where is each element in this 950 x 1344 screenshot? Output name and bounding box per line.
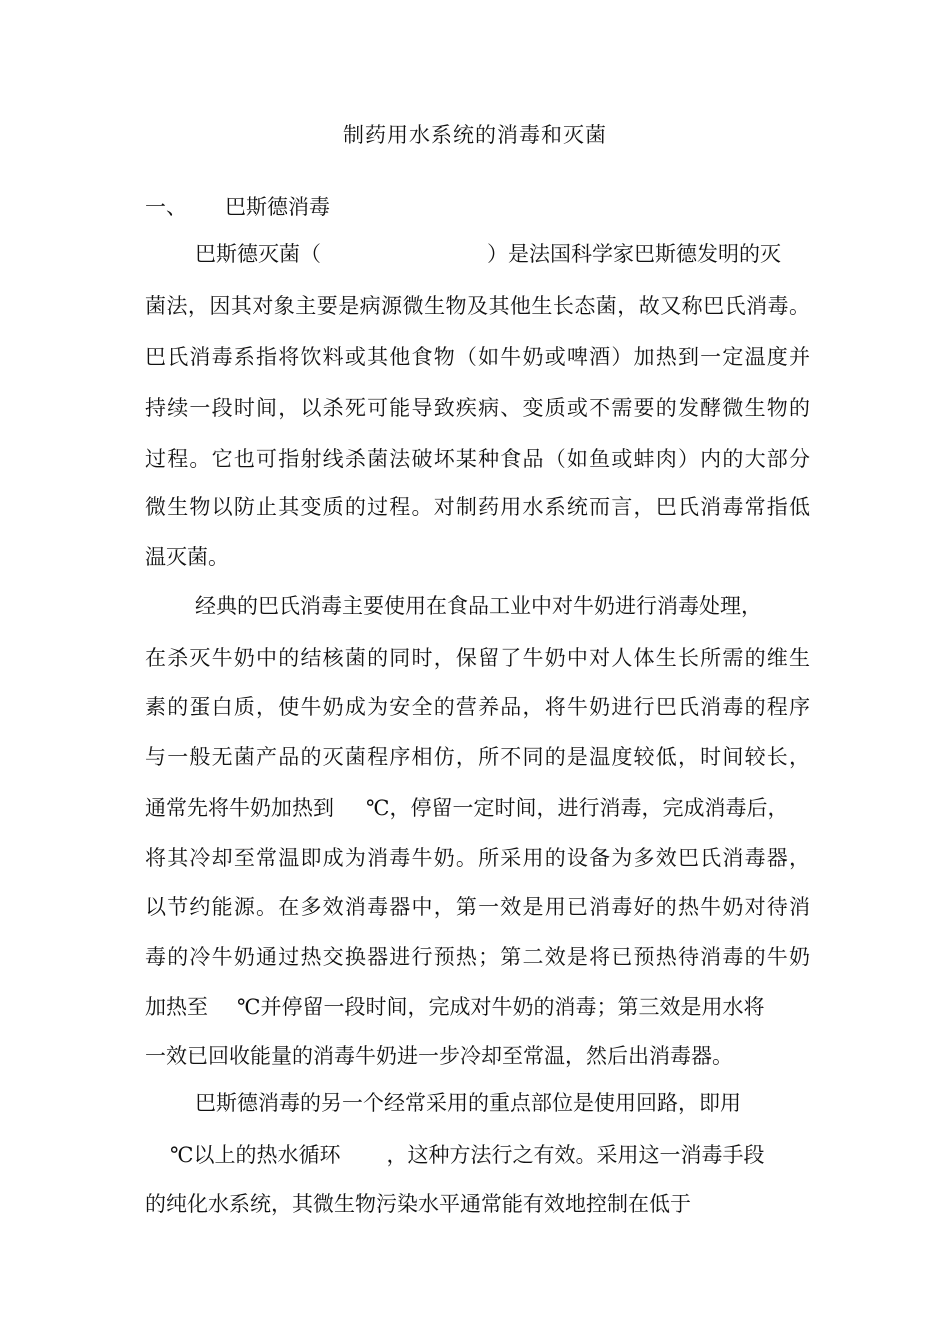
text-segment: ，这种方法行之有效。采用这一消毒手段 [386,1143,765,1167]
paragraph-line: 巴斯德消毒的另一个经常采用的重点部位是使用回路，即用 [195,1091,741,1115]
paragraph-line [170,1141,810,1169]
text-segment: 巴斯德灭菌（ [195,242,321,266]
text-segment: 通常先将牛奶加热到 [145,796,334,820]
section-heading [145,193,330,221]
paragraph-line: 将其冷却至常温即成为消毒牛奶。所采用的设备为多效巴氏消毒器， [145,846,810,870]
text-segment: ℃以上的热水循环 [170,1143,341,1167]
paragraph-line: 巴氏消毒系指将饮料或其他食物（如牛奶或啤酒）加热到一定温度并 [145,345,810,369]
paragraph-line: 素的蛋白质，使牛奶成为安全的营养品，将牛奶进行巴氏消毒的程序 [145,695,810,719]
text-segment: 加热至 [145,995,208,1019]
paragraph-line: 毒的冷牛奶通过热交换器进行预热；第二效是将已预热待消毒的牛奶 [145,945,810,969]
paragraph-line: 经典的巴氏消毒主要使用在食品工业中对牛奶进行消毒处理， [195,594,762,618]
paragraph-line: 持续一段时间，以杀死可能导致疾病、变质或不需要的发酵微生物的 [145,396,810,420]
paragraph-line [145,993,810,1021]
paragraph-line: 过程。它也可指射线杀菌法破坏某种食品（如鱼或蚌肉）内的大部分 [145,447,810,471]
text-segment: ℃并停留一段时间，完成对牛奶的消毒；第三效是用水将 [237,995,765,1019]
paragraph-line: 一效已回收能量的消毒牛奶进一步冷却至常温，然后出消毒器。 [145,1044,733,1068]
paragraph-line [145,794,810,822]
paragraph-line: 以节约能源。在多效消毒器中，第一效是用已消毒好的热牛奶对待消 [145,895,810,919]
page-title: 制药用水系统的消毒和灭菌 [343,123,607,147]
section-number: 一、 [145,195,187,219]
paragraph-line: 在杀灭牛奶中的结核菌的同时，保留了牛奶中对人体生长所需的维生 [145,646,810,670]
paragraph-line [195,240,810,268]
paragraph-line: 菌法，因其对象主要是病源微生物及其他生长态菌，故又称巴氏消毒。 [145,294,810,318]
section-title: 巴斯德消毒 [225,195,330,219]
paragraph-line: 温灭菌。 [145,545,229,569]
paragraph-line: 与一般无菌产品的灭菌程序相仿，所不同的是温度较低，时间较长， [145,745,810,769]
text-segment: ℃，停留一定时间，进行消毒，完成消毒后， [366,796,789,820]
text-segment: ）是法国科学家巴斯德发明的灭 [487,242,781,266]
paragraph-line: 微生物以防止其变质的过程。对制药用水系统而言，巴氏消毒常指低 [145,495,810,519]
paragraph-line: 的纯化水系统，其微生物污染水平通常能有效地控制在低于 [145,1192,691,1216]
